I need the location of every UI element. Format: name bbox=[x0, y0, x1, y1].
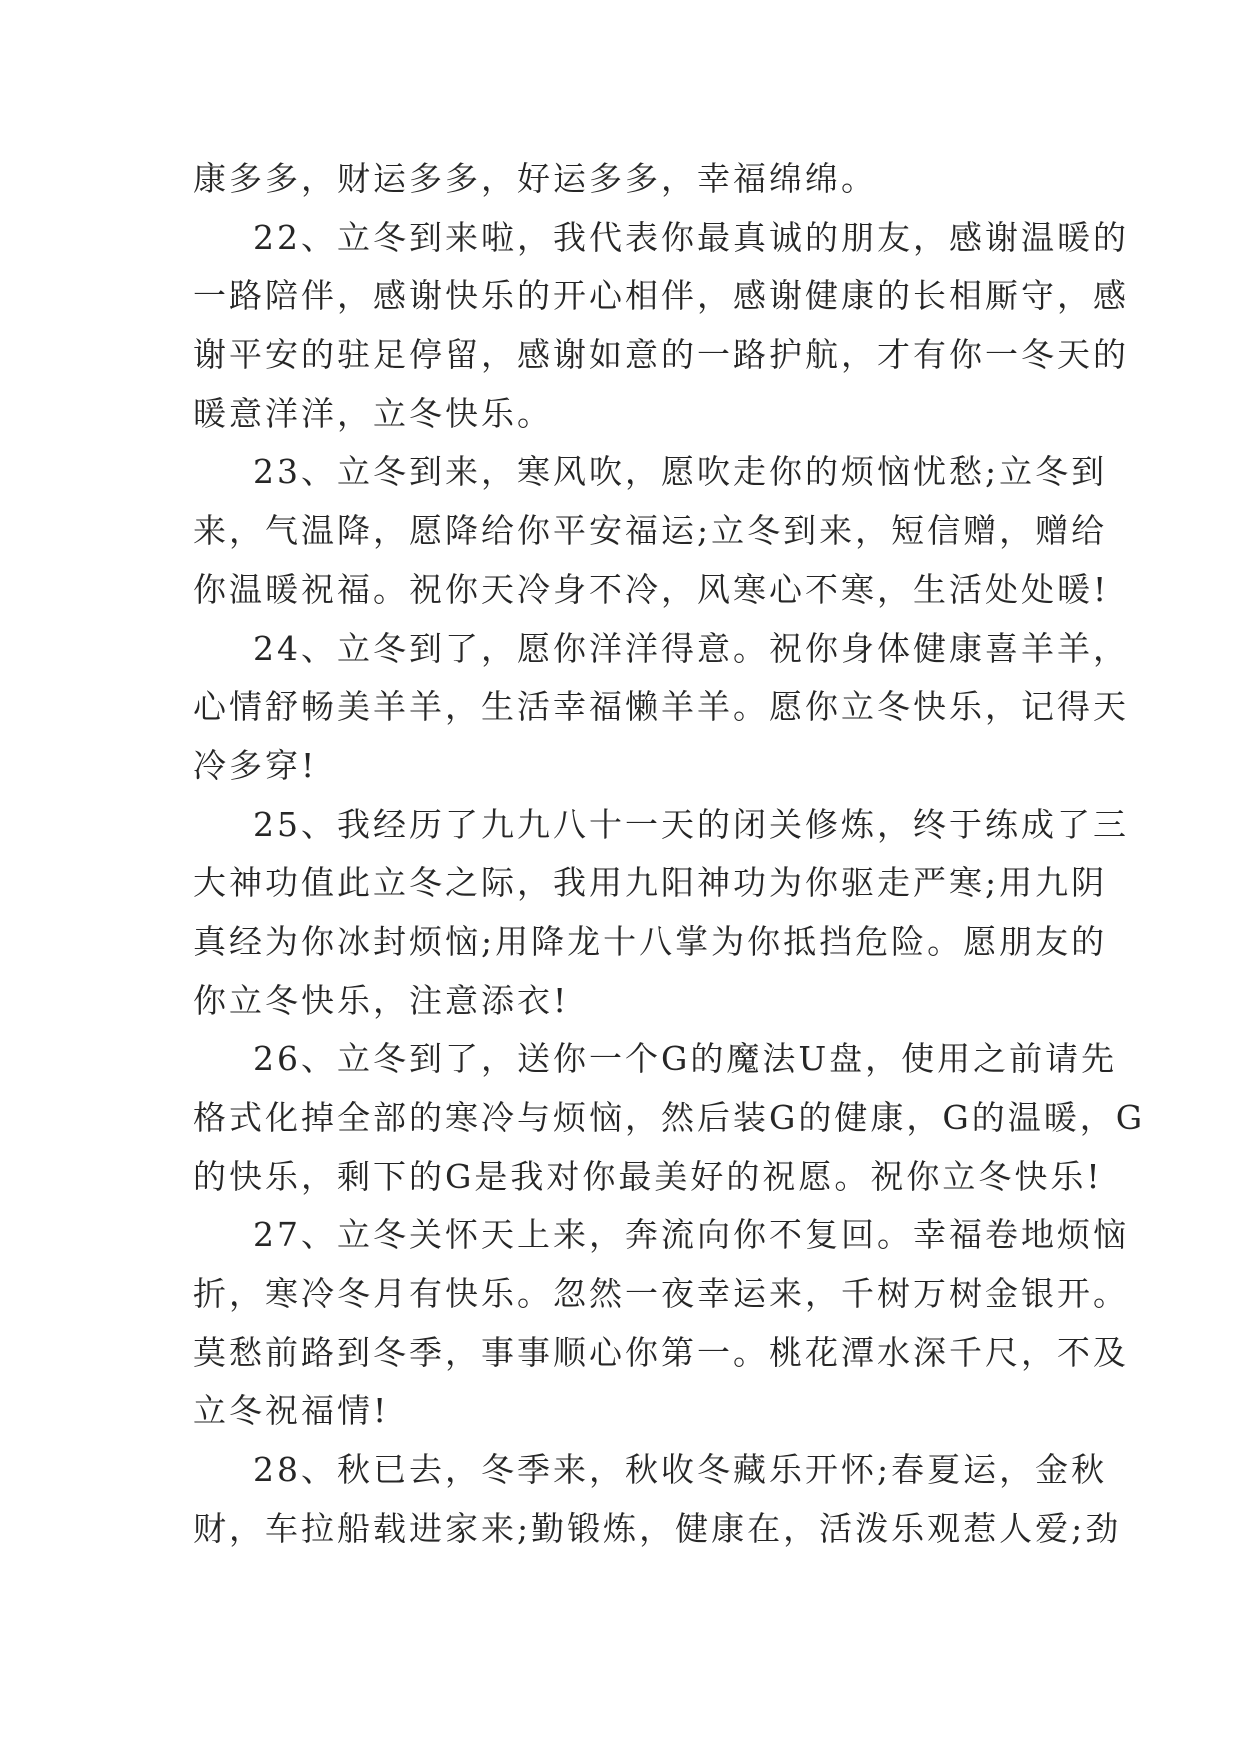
text-line: 你温暖祝福。祝你天冷身不冷，风寒心不寒，生活处处暖! bbox=[193, 569, 1110, 609]
text-line: 26、立冬到了，送你一个G的魔法U盘，使用之前请先 bbox=[253, 1039, 1118, 1079]
text-line: 心情舒畅美羊羊，生活幸福懒羊羊。愿你立冬快乐，记得天 bbox=[193, 687, 1129, 727]
text-line: 康多多，财运多多，好运多多，幸福绵绵。 bbox=[193, 159, 877, 198]
text-line: 28、秋已去，冬季来，秋收冬藏乐开怀;春夏运，金秋 bbox=[253, 1450, 1108, 1490]
text-line: 折，寒冷冬月有快乐。忽然一夜幸运来，千树万树金银开。 bbox=[193, 1274, 1129, 1314]
document-body bbox=[193, 150, 1146, 1559]
text-line: 你立冬快乐，注意添衣! bbox=[193, 980, 570, 1020]
text-line: 22、立冬到来啦，我代表你最真诚的朋友，感谢温暖的 bbox=[253, 217, 1129, 257]
text-line: 23、立冬到来，寒风吹，愿吹走你的烦恼忧愁;立冬到 bbox=[253, 452, 1108, 492]
text-line: 一路陪伴，感谢快乐的开心相伴，感谢健康的长相厮守，感 bbox=[193, 276, 1129, 316]
text-line: 格式化掉全部的寒冷与烦恼，然后装G的健康，G的温暖，G bbox=[193, 1098, 1146, 1137]
text-line: 27、立冬关怀天上来，奔流向你不复回。幸福卷地烦恼 bbox=[253, 1215, 1129, 1255]
text-line: 25、我经历了九九八十一天的闭关修炼，终于练成了三 bbox=[253, 804, 1129, 844]
text-line: 24、立冬到了，愿你洋洋得意。祝你身体健康喜羊羊， bbox=[253, 628, 1129, 668]
text-line: 真经为你冰封烦恼;用降龙十八掌为你抵挡危险。愿朋友的 bbox=[193, 921, 1108, 961]
text-line: 冷多穿! bbox=[193, 745, 318, 785]
text-line: 谢平安的驻足停留，感谢如意的一路护航，才有你一冬天的 bbox=[193, 335, 1129, 375]
text-line: 的快乐，剩下的G是我对你最美好的祝愿。祝你立冬快乐! bbox=[193, 1156, 1103, 1196]
text-line: 莫愁前路到冬季，事事顺心你第一。桃花潭水深千尺，不及 bbox=[193, 1332, 1129, 1372]
text-line: 来，气温降，愿降给你平安福运;立冬到来，短信赠，赠给 bbox=[193, 511, 1108, 551]
text-line: 立冬祝福情! bbox=[193, 1391, 390, 1431]
text-line: 大神功值此立冬之际，我用九阳神功为你驱走严寒;用九阴 bbox=[193, 863, 1108, 903]
text-line: 财，车拉船载进家来;勤锻炼，健康在，活泼乐观惹人爱;劲 bbox=[193, 1508, 1122, 1548]
text-line: 暖意洋洋，立冬快乐。 bbox=[193, 393, 553, 433]
